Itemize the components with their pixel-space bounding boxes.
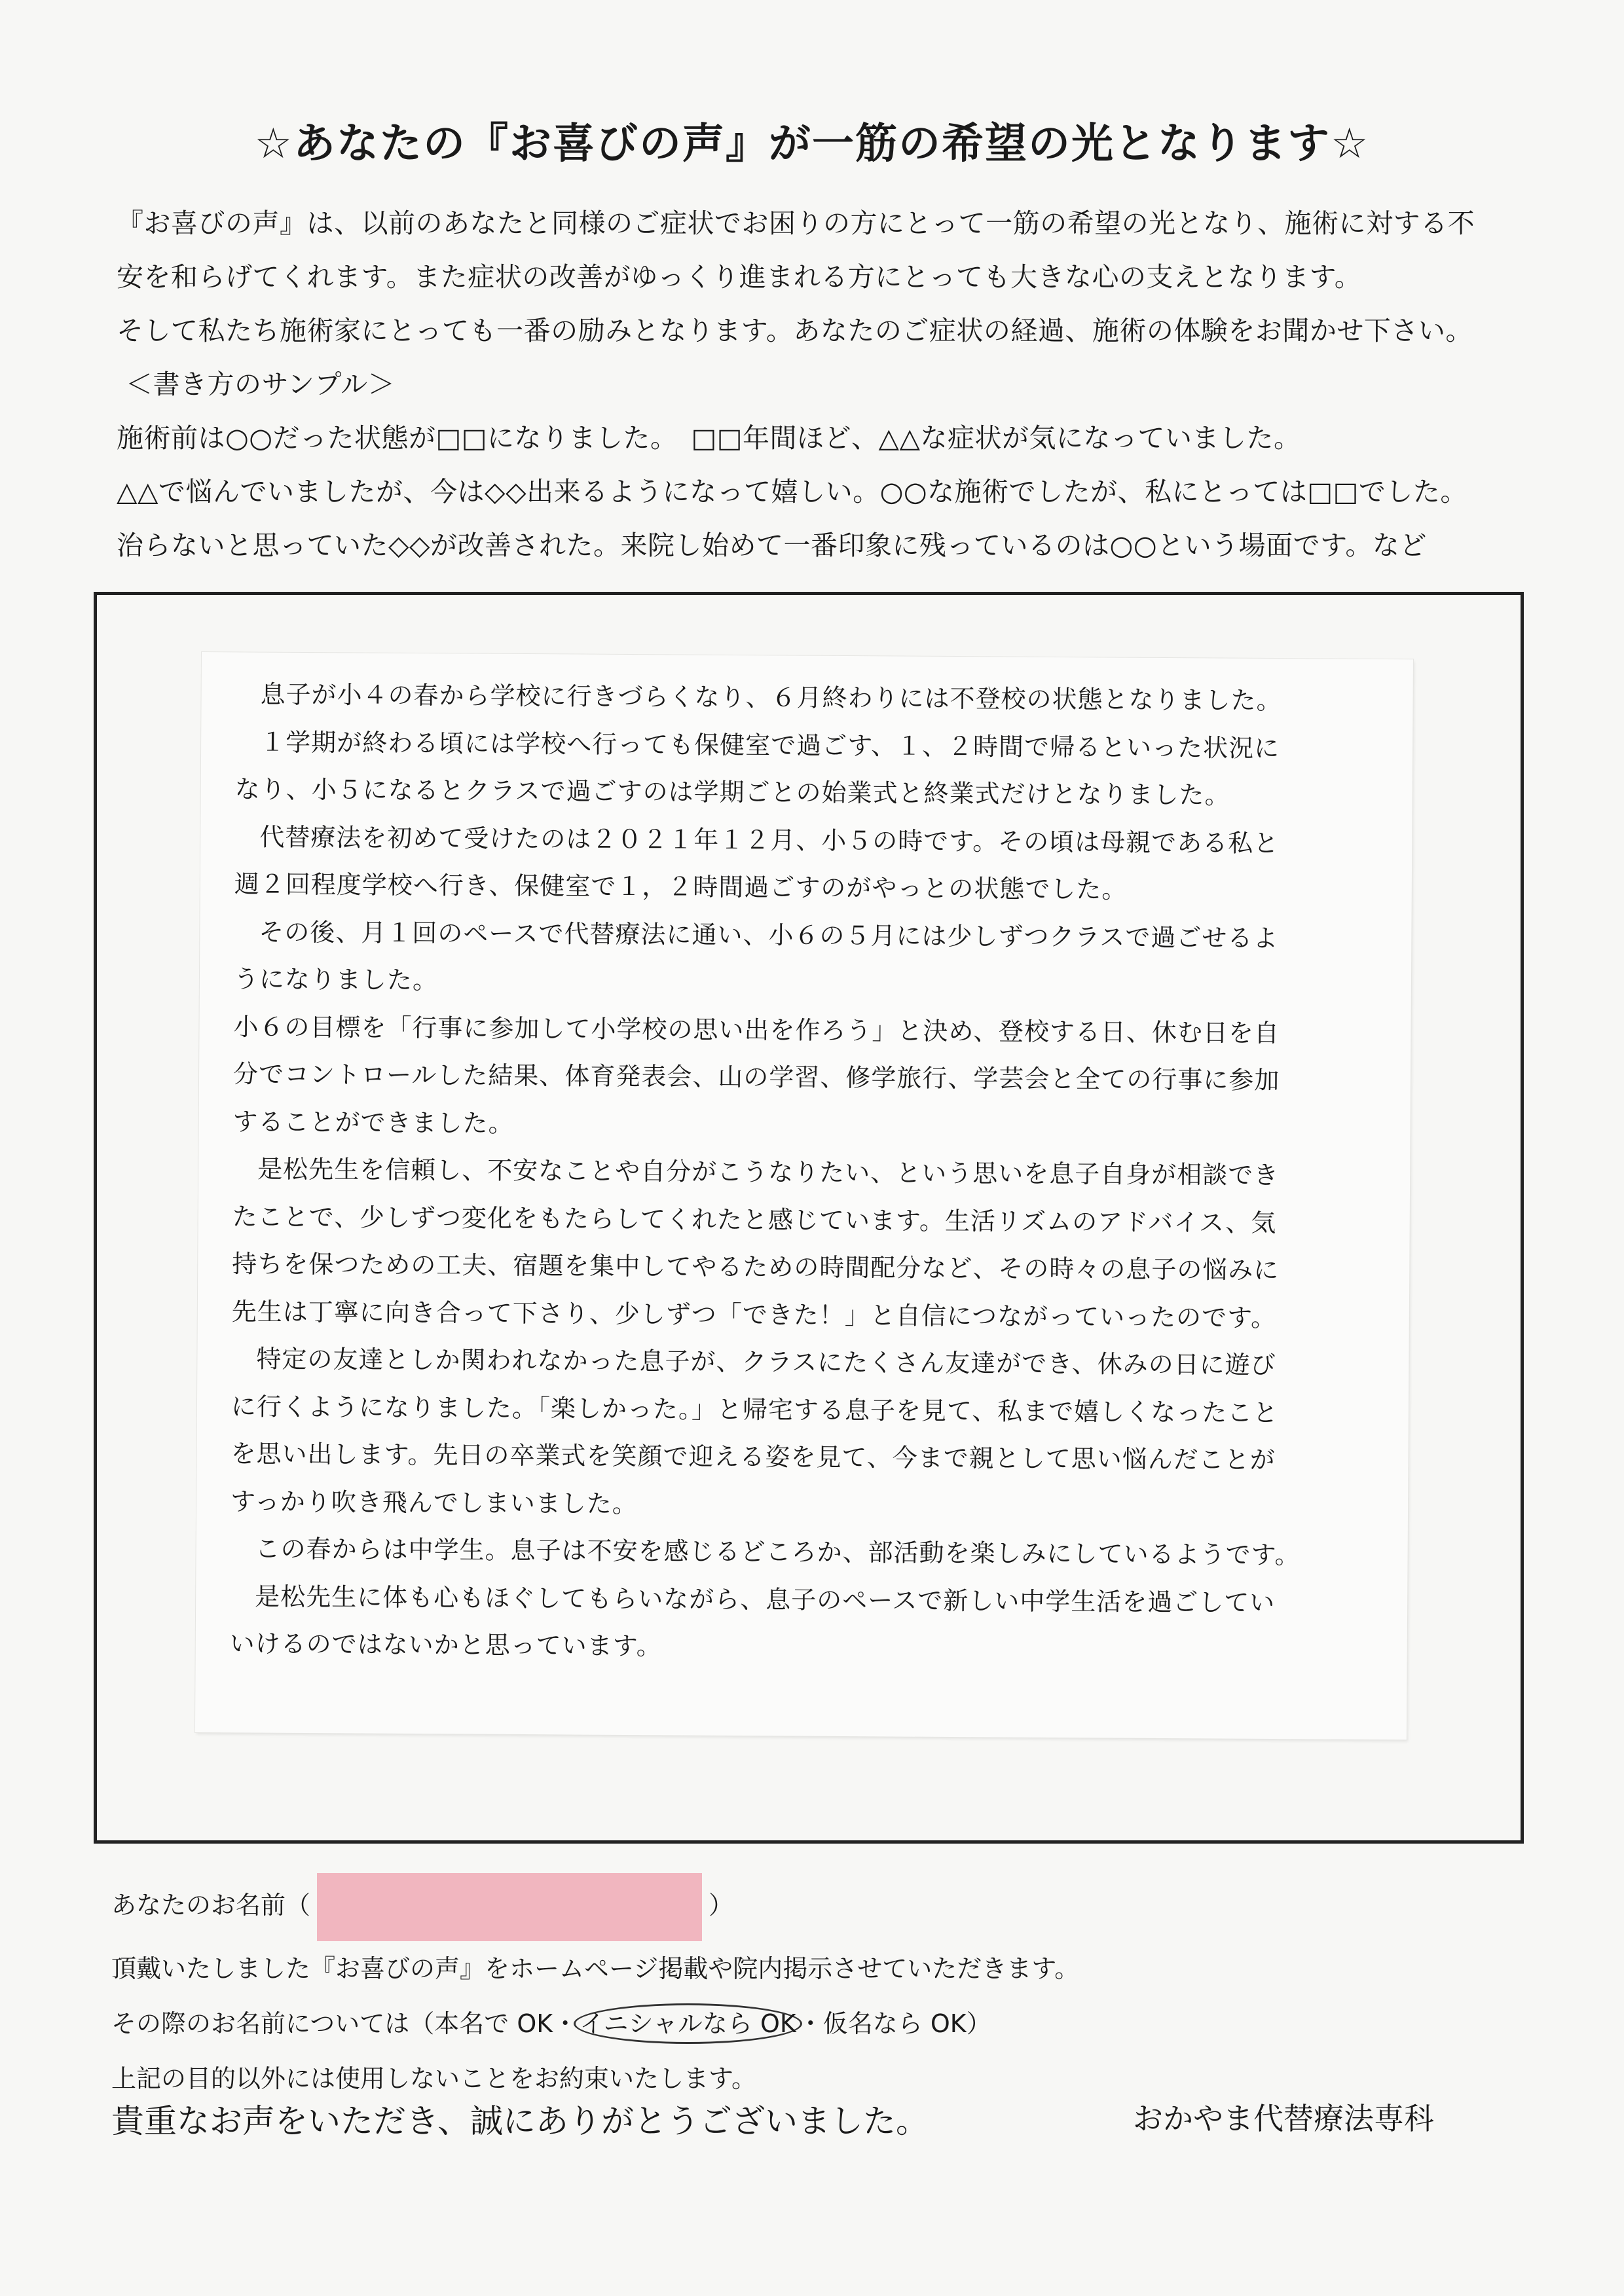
name-close-paren: ） [709,1891,734,1920]
testimonial-line: なり、小５になるとクラスで過ごすのは学期ごとの始業式と終業式だけとなりました。 [234,774,1230,810]
privacy-line: 上記の目的以外には使用しないことをお約束いたします。 [111,2064,756,2093]
page-title: ☆あなたの『お喜びの声』が一筋の希望の光となります☆ [254,120,1370,168]
testimonial-line: 是松先生に体も心もほぐしてもらいながら、息子のペースで新しい中学生活を過ごしてい [255,1582,1276,1617]
testimonial-line: うになりました。 [233,964,439,995]
sample-heading: ＜書き方のサンプル＞ [126,369,396,400]
testimonial-text [230,670,1401,1674]
testimonial-line: することができました。 [232,1106,514,1138]
testimonial-line: 息子が小４の春から学校に行きづらくなり、６月終わりには不登校の状態となりました。 [260,680,1282,716]
sample-line: 施術前は○○だった状態が□□になりました。 □□年間ほど、△△な症状が気になっていました。 [117,422,1301,454]
testimonial-line: 小６の目標を「行事に参加して小学校の思い出を作ろう」と決め、登校する日、休む日を自 [233,1011,1280,1048]
sample-line: 治らないと思っていた◇◇が改善された。来院し始めて一番印象に残っているのは○○という場面です。など [117,530,1427,561]
name-label: あなたのお名前（ [111,1891,311,1920]
intro-text [117,196,1564,572]
testimonial-line: いけるのではないかと思っています。 [229,1629,662,1661]
testimonial-line: に行くようになりました。「楽しかった。」と帰宅する息子を見て、私まで嬉しくなったこと [231,1391,1279,1427]
testimonial-line: 特定の友達としか関われなかった息子が、クラスにたくさん友達ができ、休みの日に遊び [256,1344,1276,1380]
testimonial-line: 先生は丁寧に向き合って下さり、少しずつ「できた！」と自信につながっていったのです。 [231,1296,1277,1332]
consent-section [111,1869,1585,2106]
testimonial-line: その後、月１回のペースで代替療法に通い、小６の５月には少しずつクラスで過ごせるよ [259,917,1279,953]
testimonial-line: 分でコントロールした結果、体育発表会、山の学習、修学旅行、学芸会と全ての行事に参加 [232,1059,1280,1095]
intro-line: 安を和らげてくれます。また症状の改善がゆっくり進まれる方にとっても大きな心の支えとなります。 [117,261,1362,293]
name-option-suffix: ・仮名なら OK） [798,2009,991,2038]
thanks-text: 貴重なお声をいただき、誠にありがとうございました。 [111,2102,929,2140]
testimonial-line: を思い出します。先日の卒業式を笑顔で迎える姿を見て、今まで親として思い悩んだことが [231,1439,1276,1475]
testimonial-line: １学期が終わる頃には学校へ行っても保健室で過ごす、１、２時間で帰るといった状況に [260,727,1280,763]
closing-row [111,2095,1585,2160]
clinic-name: おかやま代替療法専科 [1133,2101,1434,2136]
consent-line: 頂戴いたしました『お喜びの声』をホームページ掲載や院内掲示させていただきます。 [111,1954,1080,1983]
name-option-prefix: その際のお名前については（本名で OK・ [111,2009,578,2038]
testimonial-line: 持ちを保つための工夫、宿題を集中してやるための時間配分など、その時々の息子の悩みに [232,1249,1280,1285]
testimonial-line: たことで、少しずつ変化をもたらしてくれたと感じています。生活リズムのアドバイス、気 [232,1201,1277,1237]
intro-line: そして私たち施術家にとっても一番の励みとなります。あなたのご症状の経過、施術の体験をお聞かせ下さい。 [117,315,1473,346]
testimonial-line: 是松先生を信頼し、不安なことや自分がこうなりたい、という思いを息子自身が相談でき [257,1154,1280,1190]
testimonial-line: すっかり吹き飛んでしまいました。 [230,1486,638,1518]
pasted-testimonial-sheet [195,652,1413,1740]
circled-option-initials: イニシャルなら OK [574,2003,802,2044]
sample-line: △△で悩んでいましたが、今は◇◇出来るようになって嬉しい。○○な施術でしたが、私にとっては□□でした。 [117,476,1467,507]
testimonial-line: 週２回程度学校へ行き、保健室で１，２時間過ごすのがやっとの状態でした。 [234,869,1128,904]
testimonial-line: 代替療法を初めて受けたのは２０２１年１２月、小５の時です。その頃は母親である私と [259,822,1280,858]
testimonial-line: この春からは中学生。息子は不安を感じるどころか、部活動を楽しみにしているようです。 [255,1534,1301,1570]
intro-line: 『お喜びの声』は、以前のあなたと同様のご症状でお困りの方にとって一筋の希望の光となり、施術に対する不 [117,208,1475,239]
name-row [111,1869,1585,1941]
name-option-row [111,1996,1585,2051]
redacted-name-field [317,1873,702,1941]
